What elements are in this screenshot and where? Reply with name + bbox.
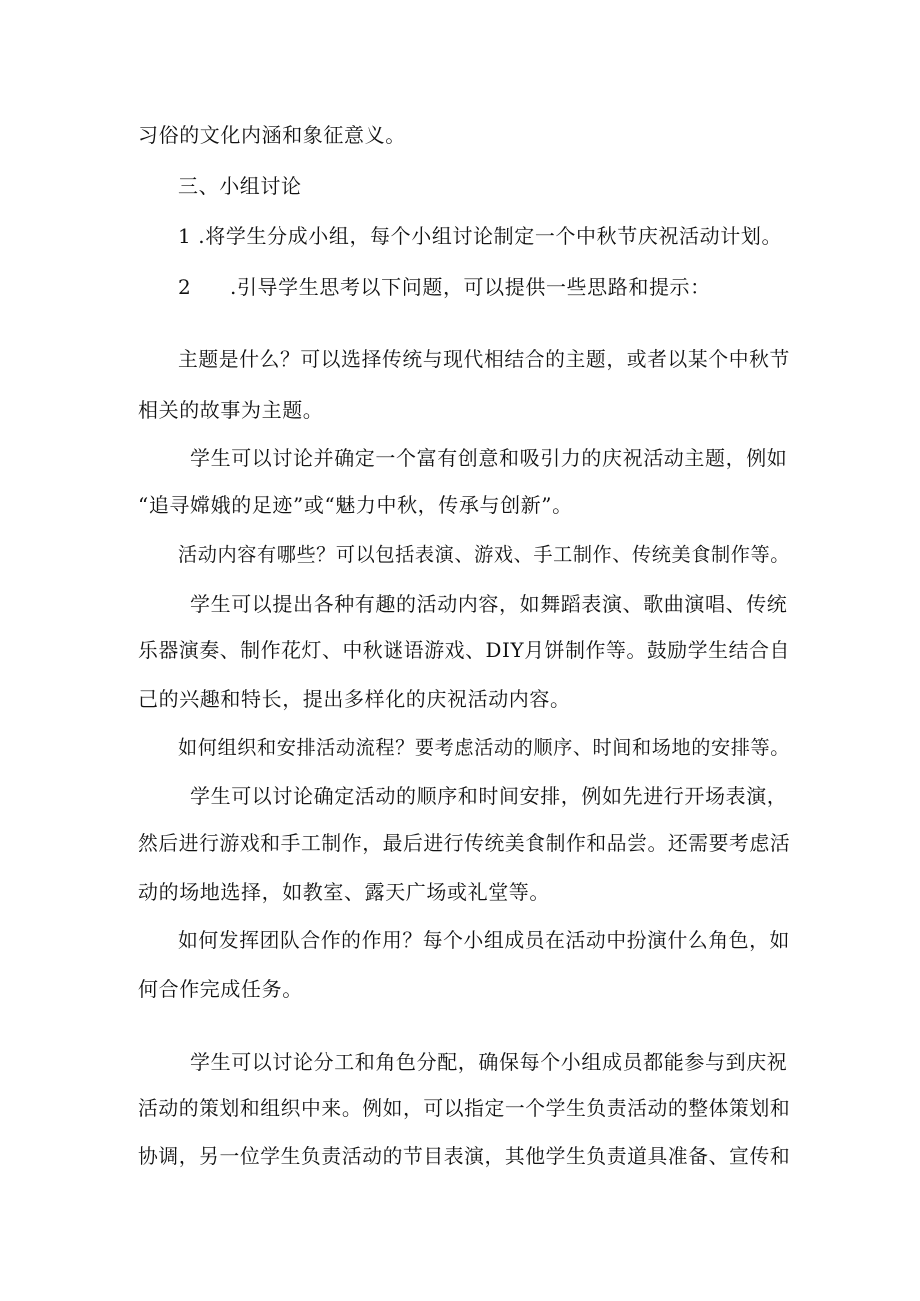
paragraph-line: 然后进行游戏和手工制作，最后进行传统美食制作和品尝。还需要考虑活 bbox=[138, 832, 791, 855]
paragraph-line: 如何发挥团队合作的作用？每个小组成员在活动中扮演什么角色，如 bbox=[178, 929, 790, 952]
paragraph-line: “追寻嫦娥的足迹”或“魅力中秋，传承与创新”。 bbox=[138, 493, 573, 517]
list-item-number: 2 bbox=[178, 275, 192, 299]
paragraph-line: 如何组织和安排活动流程？要考虑活动的顺序、时间和场地的安排等。 bbox=[178, 736, 790, 759]
list-item-text: .引导学生思考以下问题，可以提供一些思路和提示： bbox=[230, 275, 711, 299]
paragraph-line: 协调，另一位学生负责活动的节目表演，其他学生负责道具准备、宣传和 bbox=[138, 1145, 791, 1168]
paragraph-line: 动的场地选择，如教室、露天广场或礼堂等。 bbox=[138, 880, 550, 904]
paragraph-line: 习俗的文化内涵和象征意义。 bbox=[138, 123, 406, 147]
paragraph-line: 学生可以提出各种有趣的活动内容，如舞蹈表演、歌曲演唱、传统 bbox=[190, 592, 788, 616]
list-item-1: 1 .将学生分成小组，每个小组讨论制定一个中秋节庆祝活动计划。 bbox=[178, 224, 783, 248]
paragraph-line: 学生可以讨论并确定一个富有创意和吸引力的庆祝活动主题，例如 bbox=[190, 446, 788, 470]
paragraph-line: 学生可以讨论确定活动的顺序和时间安排，例如先进行开场表演， bbox=[190, 784, 788, 808]
section-heading: 三、小组讨论 bbox=[178, 174, 302, 198]
paragraph-line: 相关的故事为主题。 bbox=[138, 398, 324, 422]
paragraph-line: 己的兴趣和特长，提出多样化的庆祝活动内容。 bbox=[138, 687, 571, 711]
paragraph-line: 乐器演奏、制作花灯、中秋谜语游戏、DIY月饼制作等。鼓励学生结合自 bbox=[138, 639, 790, 662]
paragraph-line: 何合作完成任务。 bbox=[138, 977, 303, 1001]
paragraph-line: 活动内容有哪些？可以包括表演、游戏、手工制作、传统美食制作等。 bbox=[178, 543, 790, 566]
paragraph-line: 主题是什么？可以选择传统与现代相结合的主题，或者以某个中秋节 bbox=[178, 348, 790, 371]
list-item-2 bbox=[178, 275, 711, 299]
paragraph-line: 活动的策划和组织中来。例如，可以指定一个学生负责活动的整体策划和 bbox=[138, 1097, 791, 1120]
paragraph-line: 学生可以讨论分工和角色分配，确保每个小组成员都能参与到庆祝 bbox=[190, 1050, 788, 1074]
